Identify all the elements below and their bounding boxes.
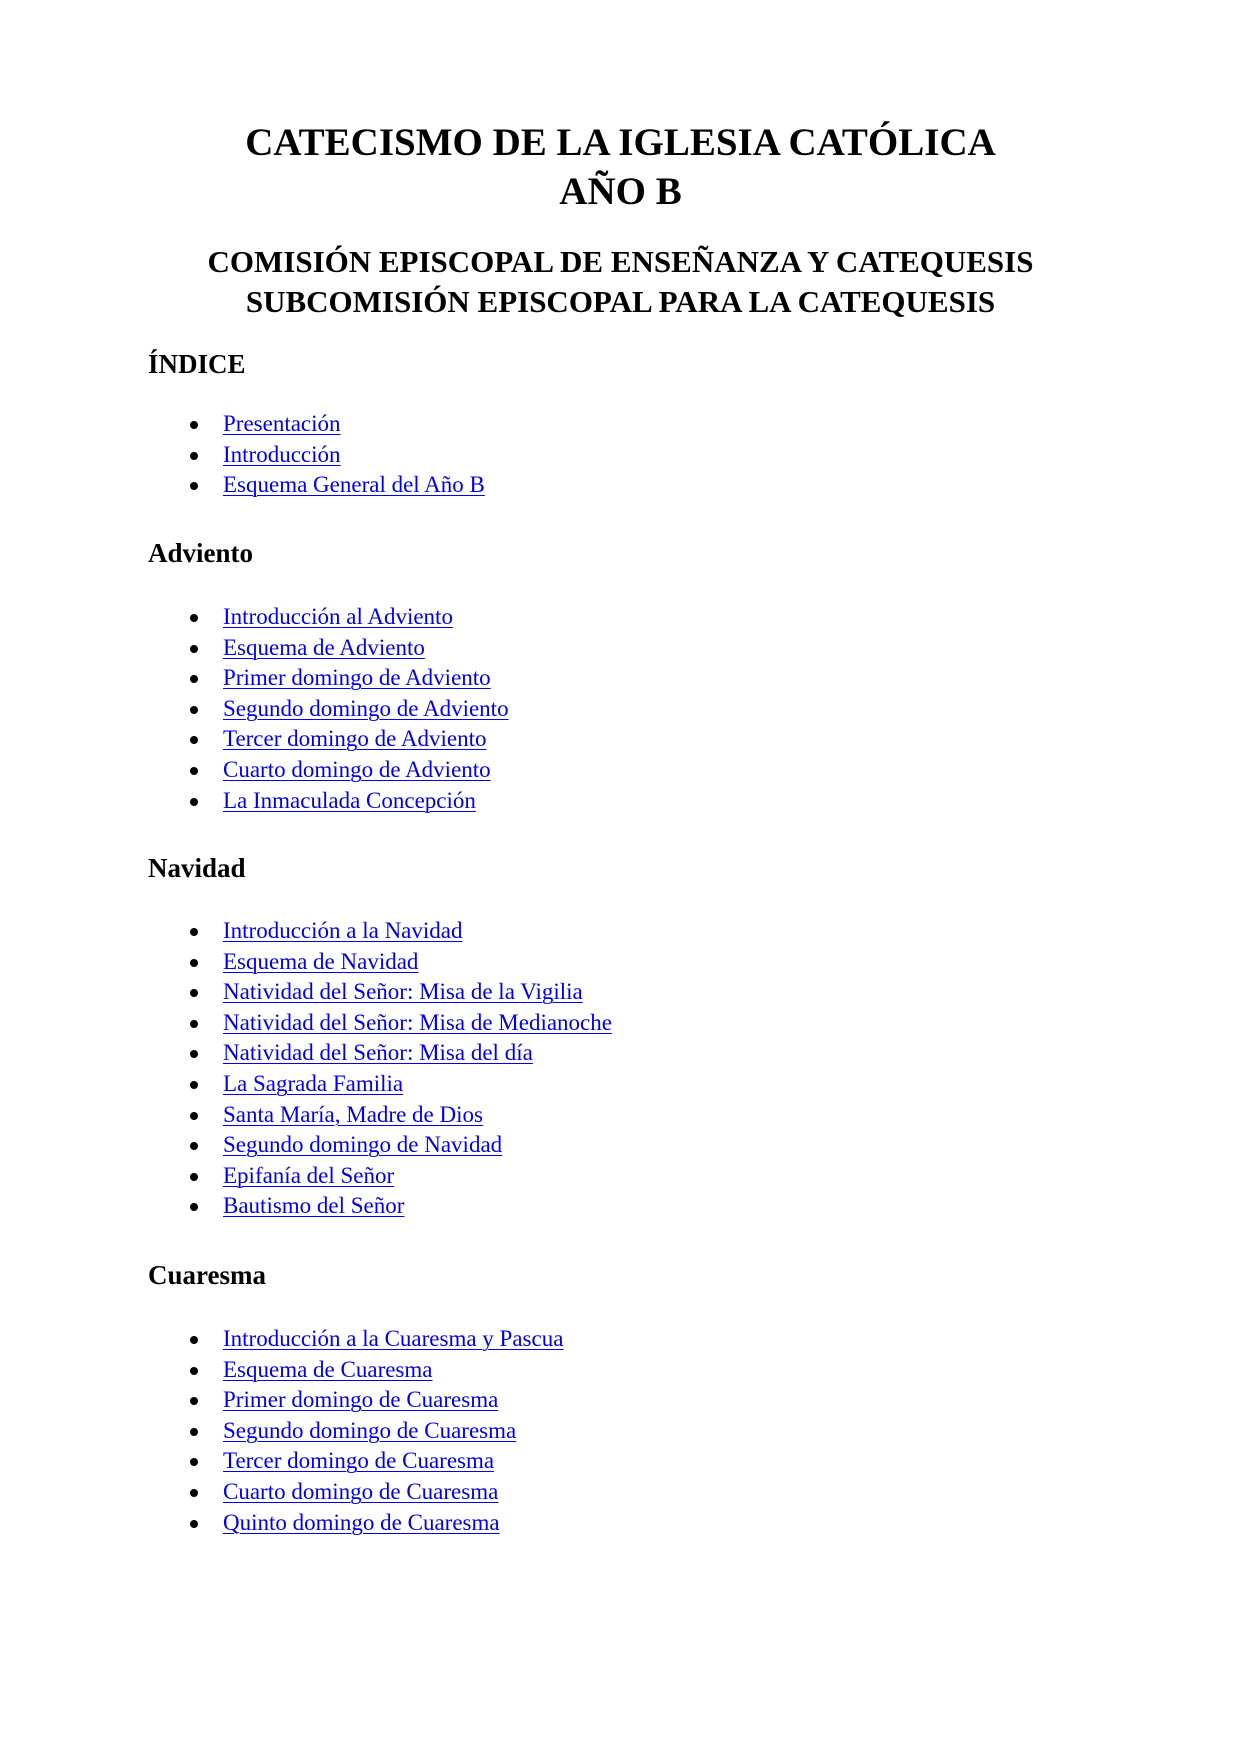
list-item — [0, 1446, 1241, 1477]
list-item — [0, 1100, 1241, 1131]
cuaresma-link[interactable]: Introducción a la Cuaresma y Pascua — [223, 1326, 564, 1351]
document-subtitle-line: COMISIÓN EPISCOPAL DE ENSEÑANZA Y CATEQUESIS — [207, 244, 1034, 279]
cuaresma-link[interactable]: Segundo domingo de Cuaresma — [223, 1417, 517, 1443]
link-list-adviento — [0, 602, 1241, 816]
list-item — [0, 1008, 1241, 1039]
bullet-icon — [190, 1020, 198, 1028]
bullet-icon — [190, 798, 198, 806]
list-item — [0, 1130, 1241, 1161]
list-item — [0, 602, 1241, 633]
list-item — [0, 1191, 1241, 1222]
list-item — [0, 1508, 1241, 1539]
bullet-icon — [190, 1336, 198, 1344]
index-link[interactable]: Presentación — [223, 411, 341, 436]
cuaresma-link[interactable]: Esquema de Cuaresma — [223, 1356, 433, 1382]
bullet-icon — [190, 675, 198, 683]
navidad-link[interactable]: Natividad del Señor: Misa de Medianoche — [223, 1009, 612, 1035]
bullet-icon — [190, 1173, 198, 1181]
bullet-icon — [190, 421, 198, 429]
adviento-link[interactable]: Esquema de Adviento — [223, 634, 425, 660]
bullet-icon — [190, 1428, 198, 1436]
link-list-navidad — [0, 916, 1241, 1222]
link-list-indice — [0, 409, 1241, 501]
list-item — [0, 755, 1241, 786]
list-item — [0, 916, 1241, 947]
bullet-icon — [190, 706, 198, 714]
adviento-link[interactable]: Primer domingo de Adviento — [223, 665, 491, 691]
document-subtitle — [0, 242, 1241, 322]
bullet-icon — [190, 1050, 198, 1058]
bullet-icon — [190, 736, 198, 744]
list-item — [0, 1416, 1241, 1447]
navidad-link[interactable]: Natividad del Señor: Misa de la Vigilia — [223, 979, 583, 1005]
list-item — [0, 786, 1241, 817]
list-item — [0, 694, 1241, 725]
list-item — [0, 663, 1241, 694]
list-item — [0, 1069, 1241, 1100]
cuaresma-link[interactable]: Cuarto domingo de Cuaresma — [223, 1478, 499, 1504]
cuaresma-link[interactable]: Primer domingo de Cuaresma — [223, 1387, 499, 1413]
bullet-icon — [190, 1397, 198, 1405]
bullet-icon — [190, 1458, 198, 1466]
bullet-icon — [190, 482, 198, 490]
document-subtitle-line: SUBCOMISIÓN EPISCOPAL PARA LA CATEQUESIS — [245, 284, 996, 319]
list-item — [0, 977, 1241, 1008]
list-item — [0, 1161, 1241, 1192]
index-link[interactable]: Esquema General del Año B — [223, 472, 485, 498]
bullet-icon — [190, 645, 198, 653]
cuaresma-link[interactable]: Quinto domingo de Cuaresma — [223, 1509, 500, 1535]
list-item — [0, 1477, 1241, 1508]
navidad-link[interactable]: Esquema de Navidad — [223, 948, 419, 974]
navidad-link[interactable]: Segundo domingo de Navidad — [223, 1132, 503, 1158]
adviento-link[interactable]: Introducción al Adviento — [223, 604, 453, 629]
document-title — [0, 118, 1241, 216]
list-item — [0, 1355, 1241, 1386]
bullet-icon — [190, 1520, 198, 1528]
list-item — [0, 1038, 1241, 1069]
list-item — [0, 470, 1241, 501]
bullet-icon — [190, 614, 198, 622]
bullet-icon — [190, 767, 198, 775]
bullet-icon — [190, 1489, 198, 1497]
list-item — [0, 409, 1241, 440]
section-heading-cuaresma: Cuaresma — [148, 1260, 266, 1290]
bullet-icon — [190, 1367, 198, 1375]
navidad-link[interactable]: La Sagrada Familia — [223, 1070, 404, 1096]
list-item — [0, 724, 1241, 755]
bullet-icon — [190, 1112, 198, 1120]
list-item — [0, 1324, 1241, 1355]
section-heading-adviento: Adviento — [148, 538, 254, 568]
list-item — [0, 440, 1241, 471]
adviento-link[interactable]: La Inmaculada Concepción — [223, 787, 476, 813]
adviento-link[interactable]: Tercer domingo de Adviento — [223, 726, 487, 752]
bullet-icon — [190, 1142, 198, 1150]
document-title-line: CATECISMO DE LA IGLESIA CATÓLICA — [245, 121, 996, 164]
section-heading-indice: ÍNDICE — [148, 349, 246, 379]
bullet-icon — [190, 452, 198, 460]
navidad-link[interactable]: Santa María, Madre de Dios — [223, 1101, 483, 1127]
navidad-link[interactable]: Natividad del Señor: Misa del día — [223, 1040, 533, 1066]
bullet-icon — [190, 1081, 198, 1089]
navidad-link[interactable]: Introducción a la Navidad — [223, 918, 463, 943]
section-heading-navidad: Navidad — [148, 853, 246, 883]
navidad-link[interactable]: Epifanía del Señor — [223, 1162, 395, 1188]
list-item — [0, 633, 1241, 664]
list-item — [0, 1385, 1241, 1416]
index-link[interactable]: Introducción — [223, 441, 341, 467]
bullet-icon — [190, 1203, 198, 1211]
bullet-icon — [190, 989, 198, 997]
adviento-link[interactable]: Cuarto domingo de Adviento — [223, 756, 491, 782]
bullet-icon — [190, 959, 198, 967]
navidad-link[interactable]: Bautismo del Señor — [223, 1193, 405, 1219]
cuaresma-link[interactable]: Tercer domingo de Cuaresma — [223, 1448, 495, 1474]
list-item — [0, 947, 1241, 978]
document-title-line: AÑO B — [559, 170, 682, 213]
adviento-link[interactable]: Segundo domingo de Adviento — [223, 695, 509, 721]
bullet-icon — [190, 928, 198, 936]
link-list-cuaresma — [0, 1324, 1241, 1538]
